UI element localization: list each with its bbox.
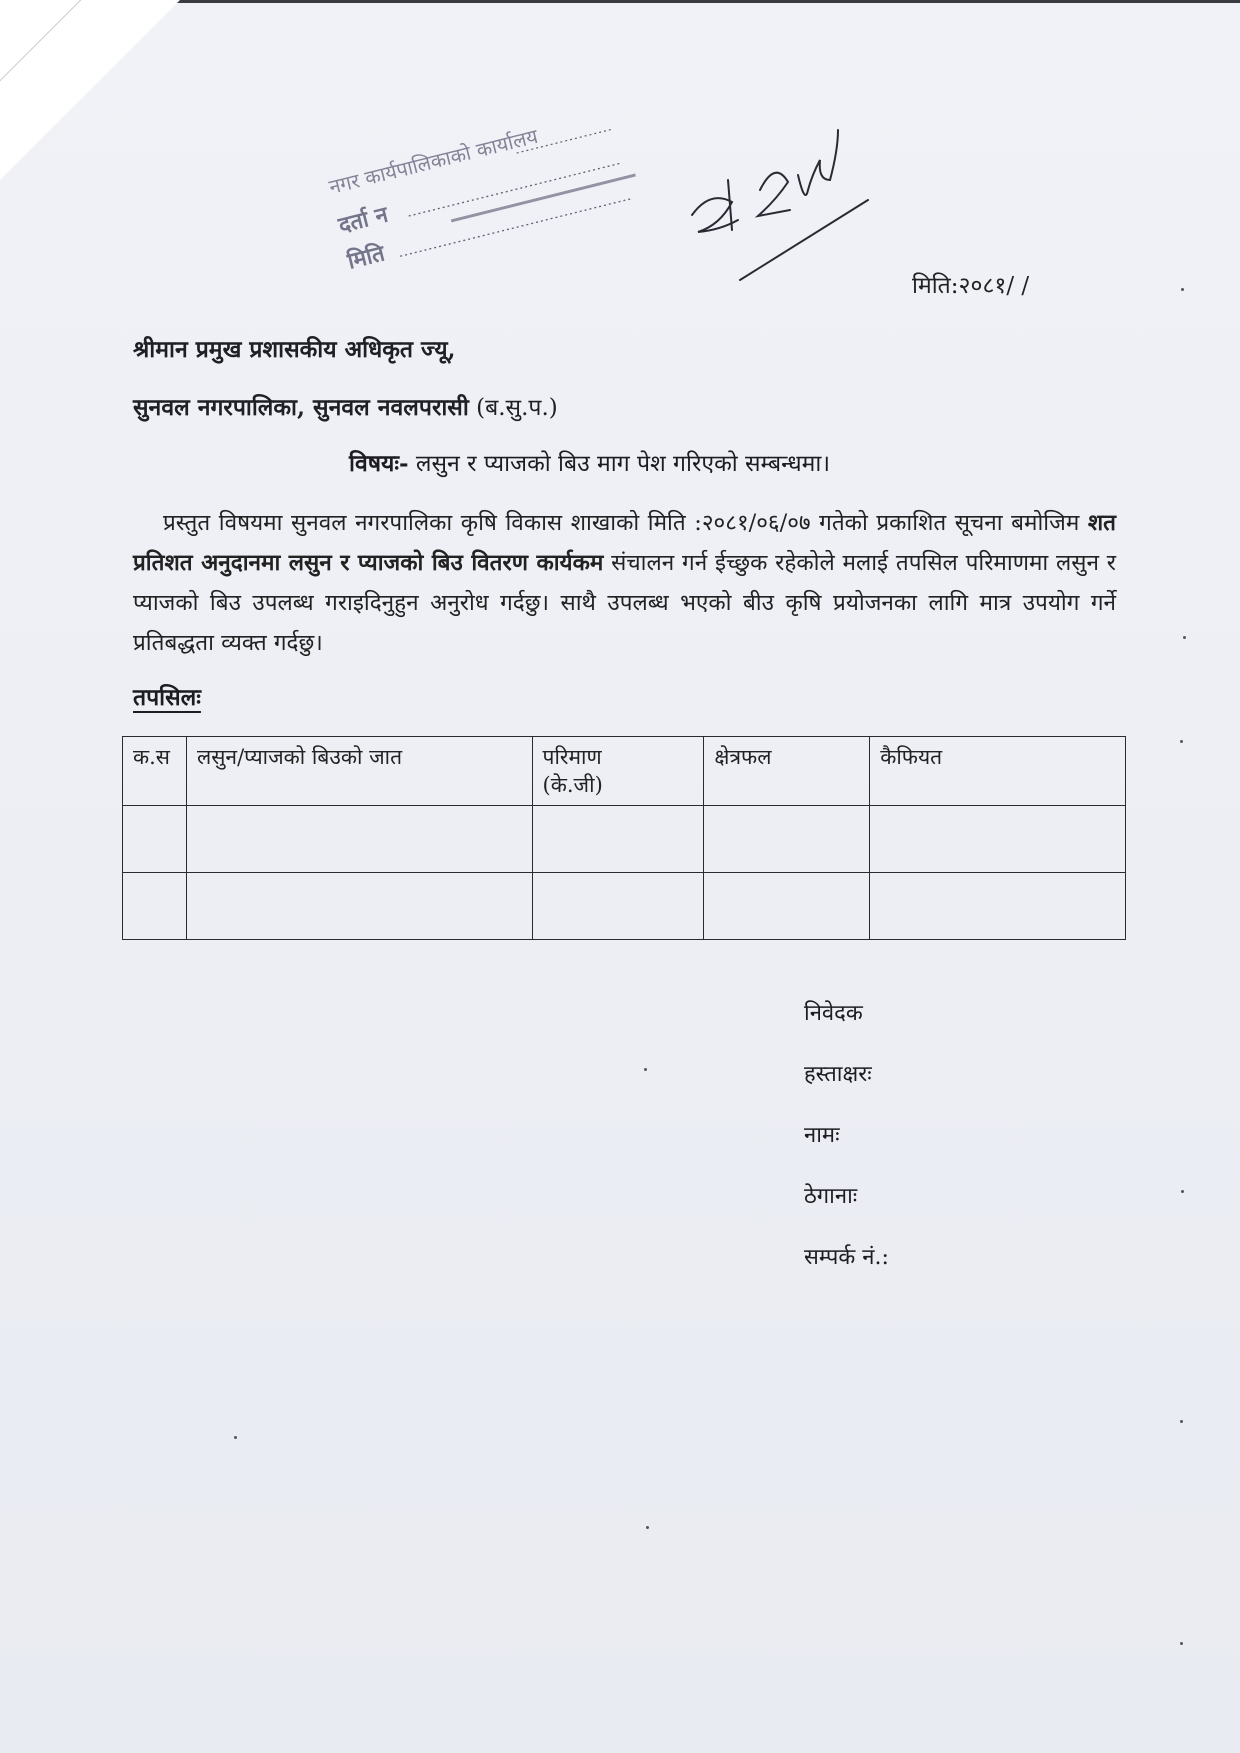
contact-field[interactable]: सम्पर्क नं.:: [804, 1245, 889, 1270]
scan-speck: [644, 1068, 647, 1071]
signature-field[interactable]: हस्ताक्षरः: [804, 1062, 872, 1087]
col-header-quantity-label: परिमाण: [542, 745, 602, 769]
applicant-block: [804, 997, 889, 1302]
table-header-row: [123, 737, 1126, 806]
recipient-office-district: (ब.सु.प.): [468, 395, 558, 421]
scan-speck: [1180, 740, 1183, 743]
scan-speck: [1180, 1642, 1183, 1645]
scan-speck: [234, 1436, 237, 1439]
body-paragraph: [133, 503, 1116, 663]
table-cell[interactable]: [532, 806, 704, 873]
date-line: मिति:२०८१/ /: [912, 273, 1030, 299]
recipient-office-name: सुनवल नगरपालिका, सुनवल नवलपरासी: [133, 394, 469, 421]
col-header-sn: क.स: [123, 737, 187, 806]
scan-speck: [1180, 1420, 1183, 1423]
handwritten-number: [680, 120, 880, 290]
table-cell[interactable]: [532, 873, 704, 940]
table-cell[interactable]: [870, 873, 1126, 940]
table-row: [123, 806, 1126, 873]
seed-request-table: [122, 736, 1126, 940]
folded-corner: [0, 0, 180, 180]
registration-stamp: [320, 60, 660, 280]
subject-label: विषयः-: [349, 450, 409, 477]
table-cell[interactable]: [704, 806, 870, 873]
col-header-area: क्षेत्रफल: [704, 737, 870, 806]
body-part1: प्रस्तुत विषयमा सुनवल नगरपालिका कृषि विकास शाखाको मिति :२०८१/०६/०७ गतेको प्रकाशित सूचना बमोजिम: [163, 510, 1088, 536]
scan-speck: [1181, 1190, 1184, 1193]
table-cell[interactable]: [123, 873, 187, 940]
col-header-quantity-unit: (के.जी): [542, 773, 603, 797]
scan-top-edge: [0, 0, 1240, 3]
table-cell[interactable]: [186, 806, 532, 873]
recipient-title: श्रीमान प्रमुख प्रशासकीय अधिकृत ज्यू,: [133, 336, 456, 363]
recipient-office: [133, 390, 558, 422]
table-cell[interactable]: [704, 873, 870, 940]
scan-speck: [1183, 636, 1186, 639]
subject-line: [349, 446, 830, 478]
details-heading: तपसिलः: [133, 684, 201, 711]
table-cell[interactable]: [186, 873, 532, 940]
svg-text:नगर कार्यपालिकाको कार्यालय: नगर कार्यपालिकाको कार्यालय: [326, 123, 541, 200]
col-header-remarks: कैफियत: [870, 737, 1126, 806]
table-cell[interactable]: [123, 806, 187, 873]
subject-text: लसुन र प्याजको बिउ माग पेश गरिएको सम्बन्धमा।: [408, 451, 831, 477]
col-header-variety: लसुन/प्याजको बिउको जात: [186, 737, 532, 806]
svg-text:दर्ता न: दर्ता न: [335, 201, 391, 239]
table-row: [123, 873, 1126, 940]
scan-speck: [1181, 288, 1184, 291]
svg-text:मिति: मिति: [344, 240, 388, 275]
scan-speck: [646, 1526, 649, 1529]
address-field[interactable]: ठेगानाः: [804, 1184, 858, 1209]
col-header-quantity: [532, 737, 704, 806]
body-bold-program: शत प्रतिशत अनुदानमा लसुन र प्याजको बिउ वितरण कार्यकम: [133, 510, 1116, 576]
name-field[interactable]: नामः: [804, 1123, 840, 1148]
table-cell[interactable]: [870, 806, 1126, 873]
applicant-title: निवेदक: [804, 1001, 863, 1026]
body-part2: संचालन गर्न ईच्छुक रहेकोले मलाई तपसिल परिमाणमा लसुन र प्याजको बिउ उपलब्ध गराइदिनुहुन अनुरोध गर्दछु। साथै उपलब्ध भएको बीउ कृषि प्रयोजनका लागि मात्र उपयोग गर्ने प्रतिबद्धता व्यक्त गर्दछु।: [133, 550, 1117, 656]
